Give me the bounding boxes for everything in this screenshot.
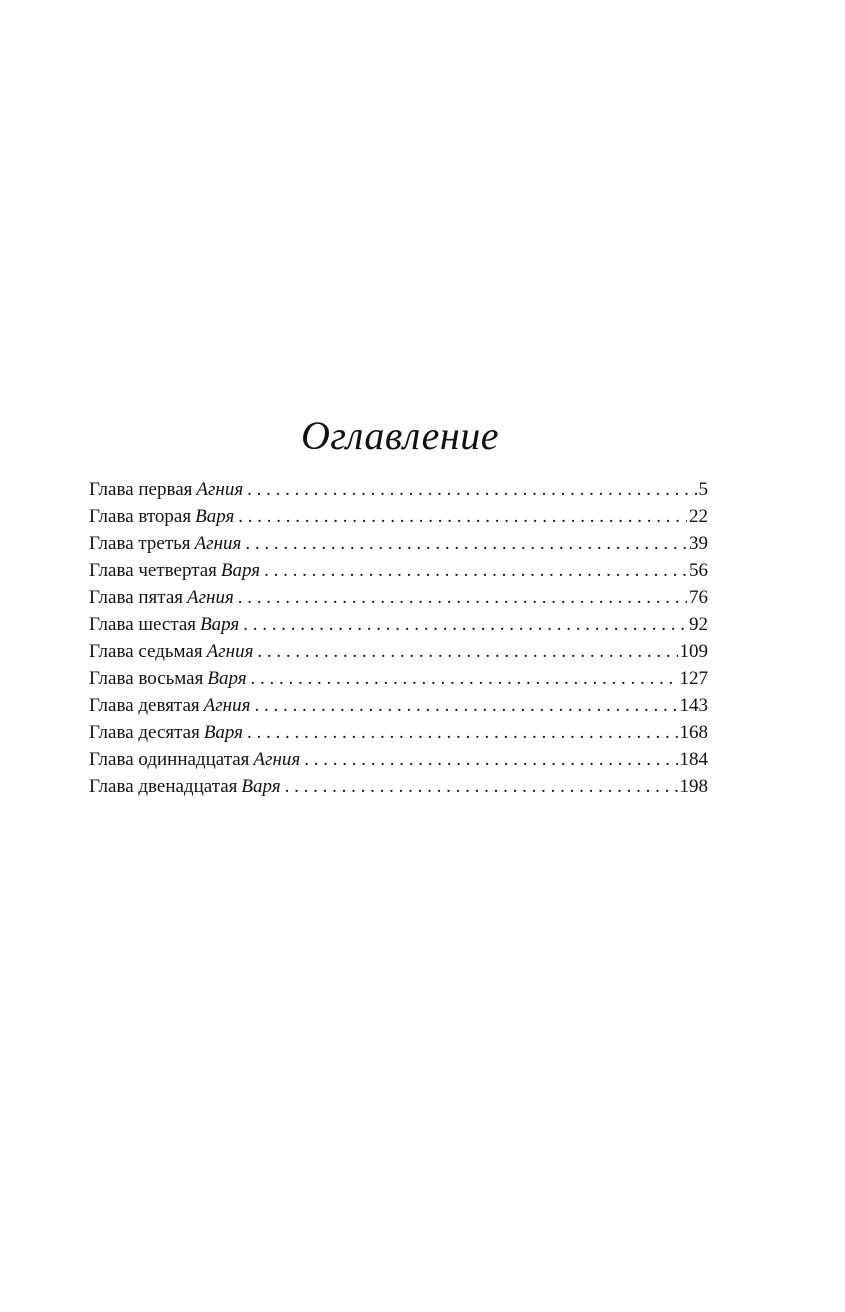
dot-leader [243,611,687,638]
dot-leader [238,584,687,611]
dot-leader [238,503,687,530]
chapter-label: Глава одиннадцатая [89,749,250,770]
toc-entry[interactable] [89,719,708,746]
dot-leader [264,557,687,584]
dot-leader [251,665,678,692]
toc-entry[interactable] [89,584,708,611]
page-number: 109 [679,641,708,662]
dot-leader [304,746,677,773]
page-number: 127 [679,668,708,689]
dot-leader [247,476,696,503]
chapter-name: Агния [203,695,251,716]
chapter-name: Варя [203,722,244,743]
page-title: Оглавление [300,413,500,458]
page-number: 22 [689,506,708,527]
page-number: 5 [698,479,708,500]
dot-leader [245,530,687,557]
toc-entry[interactable] [89,476,708,503]
chapter-name: Агния [196,479,244,500]
page-number: 168 [679,722,708,743]
chapter-name: Варя [207,668,247,689]
chapter-label: Глава шестая [89,614,197,635]
chapter-label: Глава третья [89,533,191,554]
page-number: 184 [679,749,708,770]
page-number: 56 [689,560,708,581]
chapter-label: Глава десятая [89,722,200,743]
toc-entry[interactable] [89,638,708,665]
page-number: 39 [689,533,708,554]
toc-entry[interactable] [89,611,708,638]
toc-entry[interactable] [89,773,708,800]
toc-entry[interactable] [89,557,708,584]
toc-entry[interactable] [89,746,708,773]
page-number: 198 [679,776,708,797]
dot-leader [257,638,677,665]
toc-entry[interactable] [89,665,708,692]
table-of-contents [89,476,708,800]
chapter-name: Варя [200,614,240,635]
toc-entry[interactable] [89,692,708,719]
dot-leader [285,773,678,800]
dot-leader [247,719,677,746]
page-number: 76 [689,587,708,608]
chapter-name: Агния [206,641,254,662]
chapter-name: Агния [187,587,234,608]
chapter-label: Глава пятая [89,587,183,608]
chapter-name: Агния [253,749,301,770]
chapter-name: Агния [194,533,242,554]
toc-entry[interactable] [89,530,708,557]
page-number: 143 [679,695,708,716]
chapter-label: Глава двенадцатая [89,776,238,797]
page-number: 92 [689,614,708,635]
chapter-label: Глава восьмая [89,668,204,689]
chapter-label: Глава четвертая [89,560,217,581]
toc-entry[interactable] [89,503,708,530]
chapter-label: Глава седьмая [89,641,203,662]
dot-leader [254,692,677,719]
chapter-name: Варя [220,560,261,581]
chapter-label: Глава первая [89,479,193,500]
chapter-label: Глава вторая [89,506,192,527]
chapter-label: Глава девятая [89,695,200,716]
chapter-name: Варя [195,506,235,527]
chapter-name: Варя [241,776,281,797]
